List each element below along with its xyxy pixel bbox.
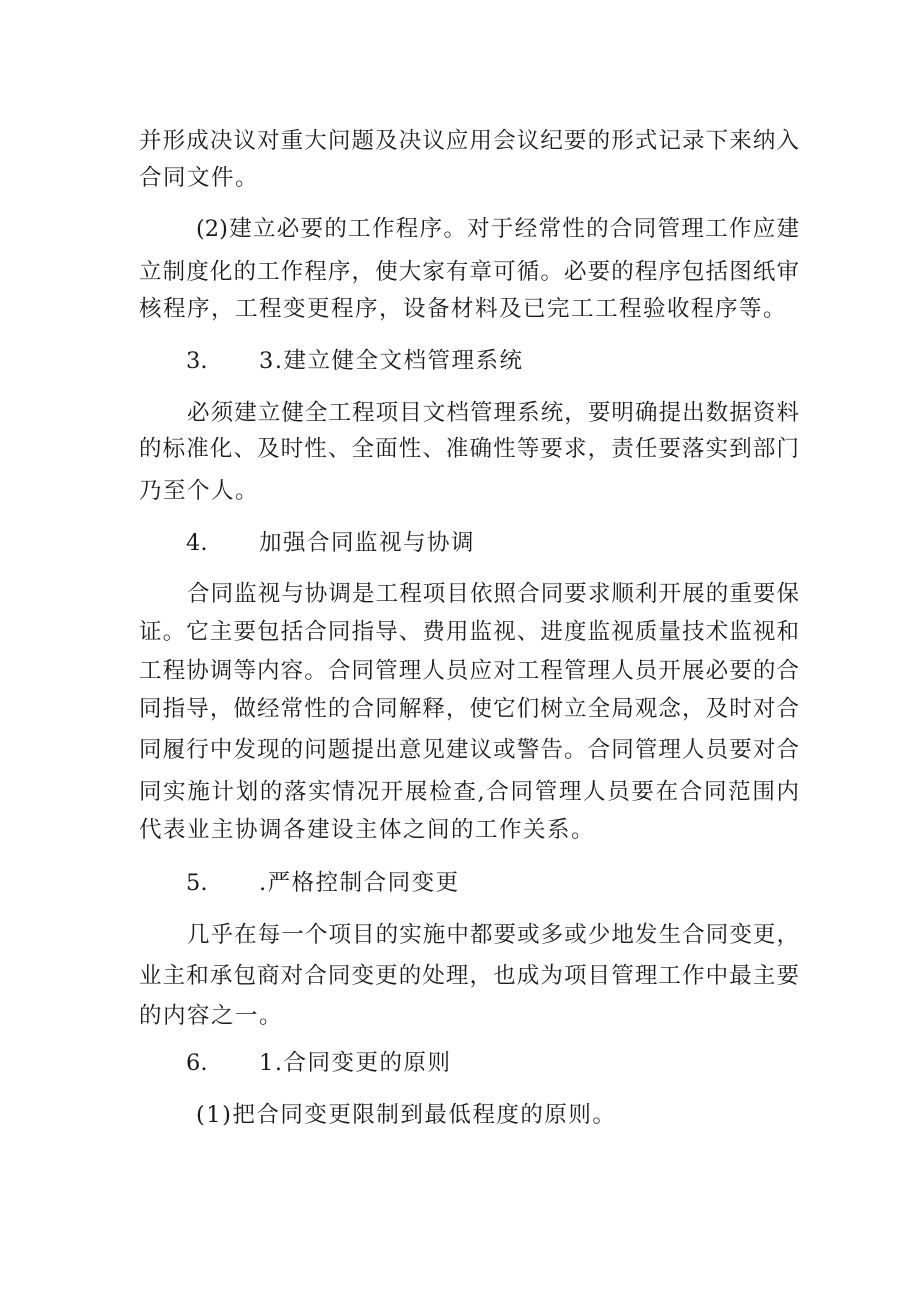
body-text-line: 合同文件。 <box>139 165 260 191</box>
section-number: 5. <box>186 870 208 896</box>
body-text-line: 几乎在每一个项目的实施中都要或多或少地发生合同变更， <box>187 922 799 948</box>
body-text-line: 业主和承包商对合同变更的处理，也成为项目管理工作中最主要 <box>139 963 799 989</box>
section-number: 3. <box>186 348 208 374</box>
body-text-line: (1)把合同变更限制到最低程度的原则。 <box>196 1102 617 1128</box>
section-heading: .严格控制合同变更 <box>259 870 460 896</box>
body-text-line: 工程协调等内容。合同管理人员应对工程管理人员开展必要的合 <box>139 658 799 684</box>
body-text-line: 立制度化的工作程序，使大家有章可循。必要的程序包括图纸审 <box>139 259 799 285</box>
section-heading: 1.合同变更的原则 <box>259 1050 452 1076</box>
body-text-line: 并形成决议对重大问题及决议应用会议纪要的形式记录下来纳入 <box>139 128 799 154</box>
body-text-line: 证。它主要包括合同指导、费用监视、进度监视质量技术监视和 <box>139 619 799 645</box>
section-heading: 加强合同监视与协调 <box>259 530 476 556</box>
section-number: 4. <box>186 530 208 556</box>
body-text-line: 同履行中发现的问题提出意见建议或警告。合同管理人员要对合 <box>139 737 799 763</box>
body-text-line: (2)建立必要的工作程序。对于经常性的合同管理工作应建 <box>196 216 799 242</box>
section-heading: 3.建立健全文档管理系统 <box>259 348 524 374</box>
body-text-line: 的内容之一。 <box>139 1003 284 1029</box>
body-text-line: 乃至个人。 <box>139 478 260 504</box>
body-text-line: 同实施计划的落实情况开展检查,合同管理人员要在合同范围内 <box>139 779 799 805</box>
body-text-line: 核程序，工程变更程序，设备材料及已完工工程验收程序等。 <box>139 296 788 322</box>
body-text-line: 合同监视与协调是工程项目依照合同要求顺利开展的重要保 <box>187 581 799 607</box>
body-text-line: 同指导，做经常性的合同解释，使它们树立全局观念，及时对合 <box>139 696 799 722</box>
section-number: 6. <box>186 1050 208 1076</box>
body-text-line: 必须建立健全工程项目文档管理系统，要明确提出数据资料 <box>187 400 799 426</box>
body-text-line: 的标准化、及时性、全面性、准确性等要求，责任要落实到部门 <box>139 436 799 462</box>
body-text-line: 代表业主协调各建设主体之间的工作关系。 <box>139 817 596 843</box>
